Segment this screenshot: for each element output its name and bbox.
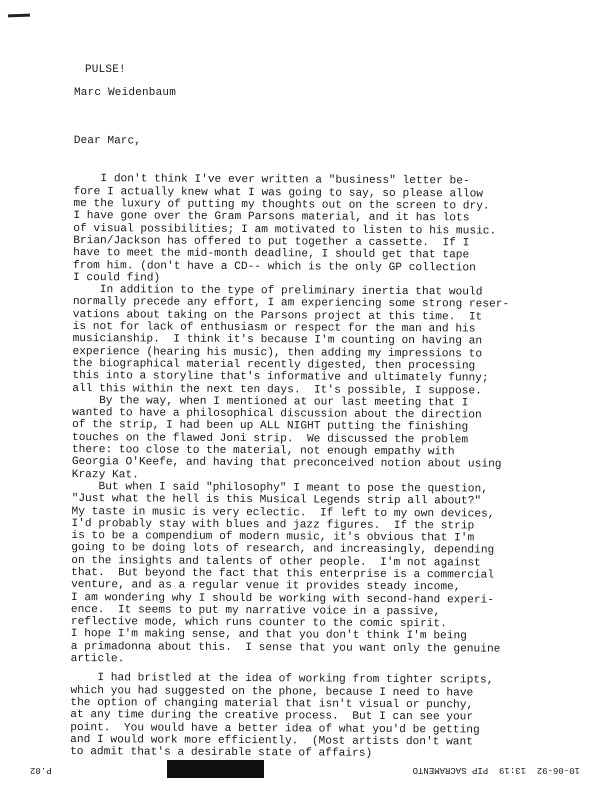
letter-line: to admit that's a desirable state of affairs) bbox=[70, 746, 373, 760]
letter-line: experience (hearing his music), then adding my impressions to bbox=[72, 345, 483, 361]
letter-title: PULSE! bbox=[85, 64, 126, 76]
fax-footer bbox=[0, 761, 610, 775]
letter-body bbox=[70, 110, 594, 762]
letter-line: there: too close to the material, not enough empathy with bbox=[71, 444, 455, 459]
letter-line: all this within the next ten days. It's possible, I suppose. bbox=[72, 382, 482, 398]
letter-line: Brian/Jackson has offered to put together a cassette. If I bbox=[73, 234, 470, 250]
letter-line: I'd probably stay with blues and jazz figures. If the strip bbox=[71, 517, 475, 533]
letter-line: But when I said "philosophy" I meant to pose the question, bbox=[71, 480, 488, 496]
letter-line: Georgia O'Keefe, and having that preconceived notion about using bbox=[71, 456, 502, 471]
letter-line: My taste in music is very eclectic. If left to my own devices, bbox=[71, 505, 495, 521]
letter-line: ence. It seems to put my narrative voice in a passive, bbox=[70, 603, 441, 619]
letter-line: on the insights and talents of other people. I'm not against bbox=[71, 554, 481, 570]
letter-line: I don't think I've ever written a "business" letter be- bbox=[73, 173, 470, 188]
letter-line: which you had suggested on the phone, because I need to have bbox=[70, 684, 474, 700]
letter-line: Krazy Kat. bbox=[71, 468, 139, 482]
letter-line: the option of changing material that isn't visual or punchy, bbox=[70, 696, 474, 712]
letter-line: at any time during the creative process. But I can see your bbox=[70, 709, 474, 724]
fax-page-number: P.02 bbox=[30, 765, 52, 775]
letter-line: is to be a compendium of modern music, it's obvious that I'm bbox=[71, 530, 475, 545]
letter-line: from him. (don't have a CD-- which is the only GP collection bbox=[73, 259, 476, 275]
letter-line: and I would work more efficiently. (Most artists don't want bbox=[70, 733, 474, 749]
letter-line: touches on the flawed Joni strip. We discussed the problem bbox=[71, 431, 469, 447]
letter-line: the biographical material recently digested, then processing bbox=[72, 357, 476, 373]
fax-timestamp: 10-06-92 13:19 PIP SACRAMENTO bbox=[412, 765, 580, 775]
letter-line: I am wondering why I should be working with second-hand experi- bbox=[70, 591, 495, 607]
letter-line: point. You would have a better idea of what you'd be getting bbox=[70, 721, 480, 737]
letter-line: have to meet the mid-month deadline, I should get that tape bbox=[73, 247, 470, 262]
salutation: Dear Marc, bbox=[73, 134, 141, 148]
letter-line: I had bristled at the idea of working from tighter scripts, bbox=[70, 672, 494, 687]
letter-line: reflective mode, which runs counter to the comic spirit. bbox=[70, 616, 447, 631]
letter-line: venture, and as a regular venue it provides steady income, bbox=[71, 579, 461, 594]
corner-mark bbox=[8, 14, 30, 18]
recipient-name: Marc Weidenbaum bbox=[74, 87, 177, 99]
letter-line: going to be doing lots of research, and increasingly, depending bbox=[71, 542, 495, 557]
letter-line: musicianship. I think it's because I'm counting on having an bbox=[72, 333, 483, 348]
letter-line: "Just what the hell is this Musical Legends strip all about?" bbox=[71, 493, 482, 508]
letter-line: of visual possibilities; I am motivated to listen to his music. bbox=[73, 222, 497, 238]
letter-line: I have gone over the Gram Parsons material, and it has lots bbox=[73, 210, 470, 225]
letter-line: that. But beyond the fact that this enterprise is a commercial bbox=[71, 566, 495, 582]
letter-line: By the way, when I mentioned at our last meeting that I bbox=[72, 394, 469, 410]
letter-line: In addition to the type of preliminary inertia that would bbox=[72, 284, 483, 299]
letter-line: fore I actually knew what I was going to say, so please allow bbox=[73, 185, 484, 201]
letter-line: this into a storyline that's informative and ultimately funny; bbox=[72, 370, 489, 385]
letter-line: normally precede any effort, I am experiencing some strong reser- bbox=[72, 296, 510, 312]
letter-line: article. bbox=[70, 653, 125, 666]
letter-line: me the luxury of putting my thoughts out on the screen to dry. bbox=[73, 198, 490, 213]
letter-line: is not for lack of enthusiasm or respect for the man and his bbox=[72, 321, 476, 336]
letter-line: I could find) bbox=[72, 271, 161, 285]
letter-line: I hope I'm making sense, and that you don't think I'm being bbox=[70, 628, 467, 643]
letter-line: vations about taking on the Parsons project at this time. It bbox=[72, 308, 483, 324]
letter-line: a primadonna about this. I sense that you want only the genuine bbox=[70, 640, 501, 656]
letter-line: wanted to have a philosophical discussion about the direction bbox=[72, 407, 482, 422]
letter-line: of the strip, I had been up ALL NIGHT putting the finishing bbox=[72, 419, 469, 434]
